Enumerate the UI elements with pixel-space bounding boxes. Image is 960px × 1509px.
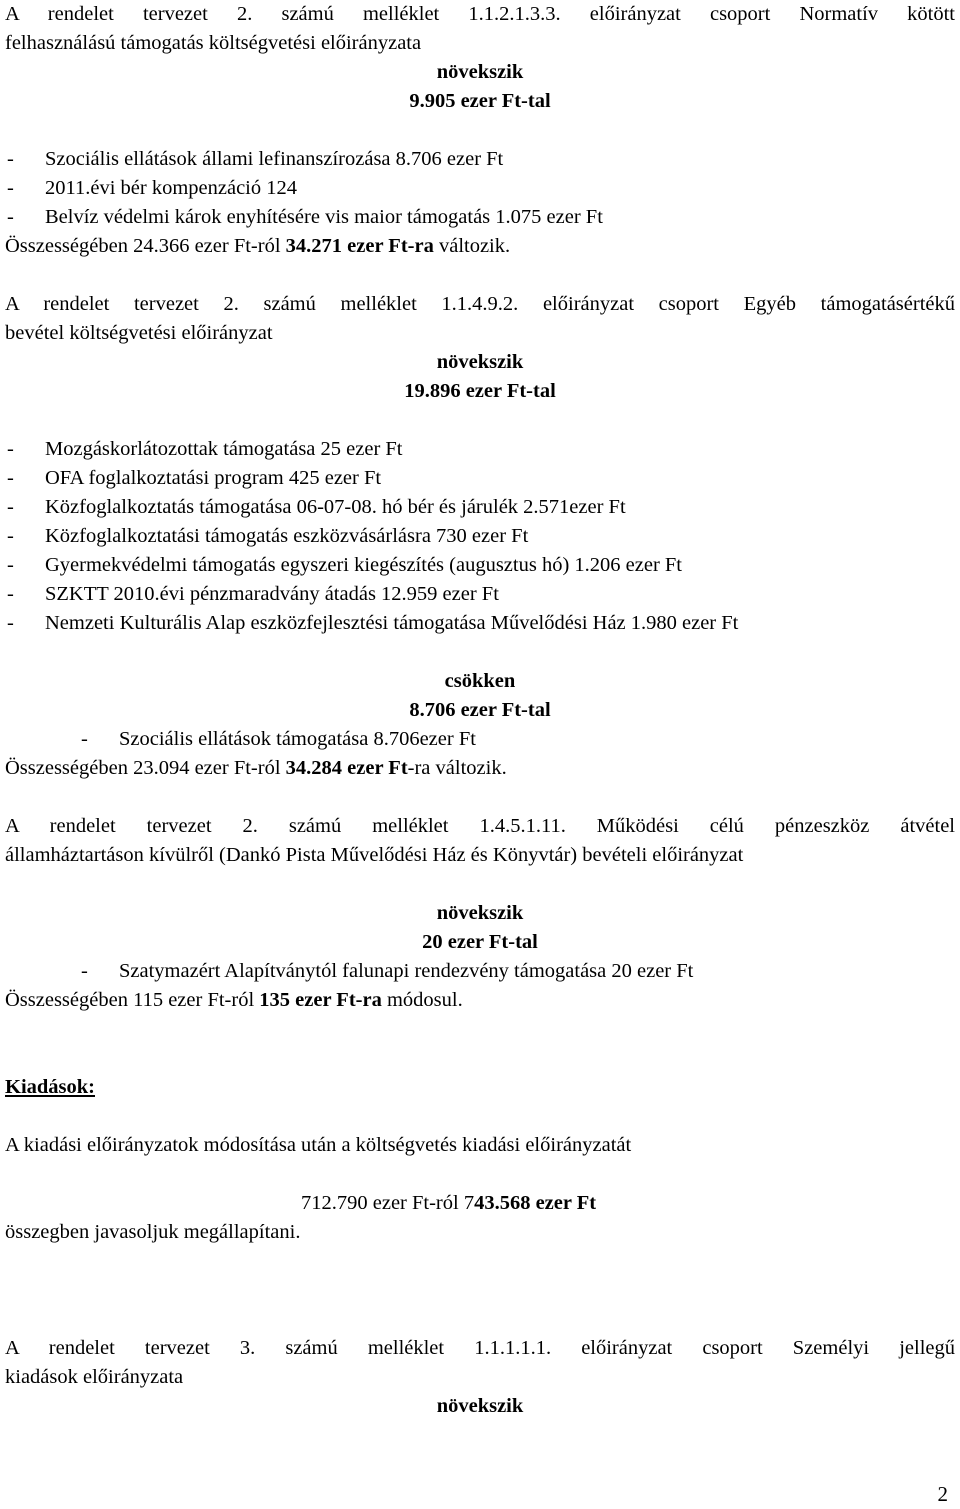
s2-direction-decrease: csökken bbox=[444, 670, 516, 692]
kiadasok-heading: Kiadások: bbox=[5, 1076, 95, 1098]
kiadasok-amount: 712.790 ezer Ft-ról 743.568 ezer Ft bbox=[301, 1192, 597, 1214]
s2-total: Összességében 23.094 ezer Ft-ról 34.284 ezer Ft-ra változik. bbox=[5, 757, 507, 779]
s1-total: Összességében 24.366 ezer Ft-ról 34.271 ezer Ft-ra változik. bbox=[5, 235, 511, 257]
s2-decrease-item: - Szociális ellátások támogatása 8.706ezer Ft bbox=[81, 728, 476, 750]
s3-direction: növekszik bbox=[436, 902, 524, 924]
s2-item: - Mozgáskorlátozottak támogatása 25 ezer Ft bbox=[7, 438, 403, 460]
s4-heading-line2: kiadások előirányzata bbox=[5, 1366, 184, 1388]
page-number: 2 bbox=[937, 1482, 948, 1506]
kiadasok-text: A kiadási előirányzatok módosítása után a költségvetés kiadási előirányzatát bbox=[5, 1134, 632, 1156]
s2-item: - Nemzeti Kulturális Alap eszközfejlesztési támogatása Művelődési Ház 1.980 ezer Ft bbox=[7, 612, 739, 634]
s1-item: - Belvíz védelmi károk enyhítésére vis maior támogatás 1.075 ezer Ft bbox=[7, 206, 603, 228]
s2-item: - OFA foglalkoztatási program 425 ezer Ft bbox=[7, 467, 382, 489]
s3-item: - Szatymazért Alapítványtól falunapi rendezvény támogatása 20 ezer Ft bbox=[81, 960, 694, 982]
s4-heading-line1: A rendelet tervezet 3. számú melléklet 1.1.1.1.1. előirányzat csoport Személyi jellegű bbox=[5, 1337, 955, 1359]
s1-item: - 2011.évi bér kompenzáció 124 bbox=[7, 177, 297, 199]
s2-heading-line2: bevétel költségvetési előirányzat bbox=[5, 322, 273, 344]
s2-amount-decrease: 8.706 ezer Ft-tal bbox=[409, 699, 551, 721]
s2-item: - SZKTT 2010.évi pénzmaradvány átadás 12.959 ezer Ft bbox=[7, 583, 499, 605]
s4-direction: növekszik bbox=[436, 1395, 524, 1417]
s1-heading-line1: A rendelet tervezet 2. számú melléklet 1.1.2.1.3.3. előirányzat csoport Normatív kötött bbox=[5, 3, 955, 25]
s2-amount: 19.896 ezer Ft-tal bbox=[404, 380, 556, 402]
s2-heading-line1: A rendelet tervezet 2. számú melléklet 1.1.4.9.2. előirányzat csoport Egyéb támogatásértékű bbox=[5, 293, 955, 315]
s1-item: - Szociális ellátások állami lefinanszírozása 8.706 ezer Ft bbox=[7, 148, 504, 170]
s1-direction: növekszik bbox=[436, 61, 524, 83]
s2-direction: növekszik bbox=[436, 351, 524, 373]
s3-total: Összességében 115 ezer Ft-ról 135 ezer Ft-ra módosul. bbox=[5, 989, 463, 1011]
s1-amount: 9.905 ezer Ft-tal bbox=[409, 90, 551, 112]
s2-item: - Gyermekvédelmi támogatás egyszeri kiegészítés (augusztus hó) 1.206 ezer Ft bbox=[7, 554, 683, 576]
s2-item: - Közfoglalkoztatási támogatás eszközvásárlásra 730 ezer Ft bbox=[7, 525, 529, 547]
s1-heading-line2: felhasználású támogatás költségvetési előirányzata bbox=[5, 32, 422, 54]
s3-amount: 20 ezer Ft-tal bbox=[422, 931, 538, 953]
s2-item: - Közfoglalkoztatás támogatása 06-07-08. hó bér és járulék 2.571ezer Ft bbox=[7, 496, 626, 518]
s3-heading-line2: államháztartáson kívülről (Dankó Pista Művelődési Ház és Könyvtár) bevételi előirányzat bbox=[5, 844, 744, 866]
s3-heading-line1: A rendelet tervezet 2. számú melléklet 1.4.5.1.11. Működési célú pénzeszköz átvétel bbox=[5, 815, 955, 837]
kiadasok-closing: összegben javasoljuk megállapítani. bbox=[5, 1221, 301, 1243]
